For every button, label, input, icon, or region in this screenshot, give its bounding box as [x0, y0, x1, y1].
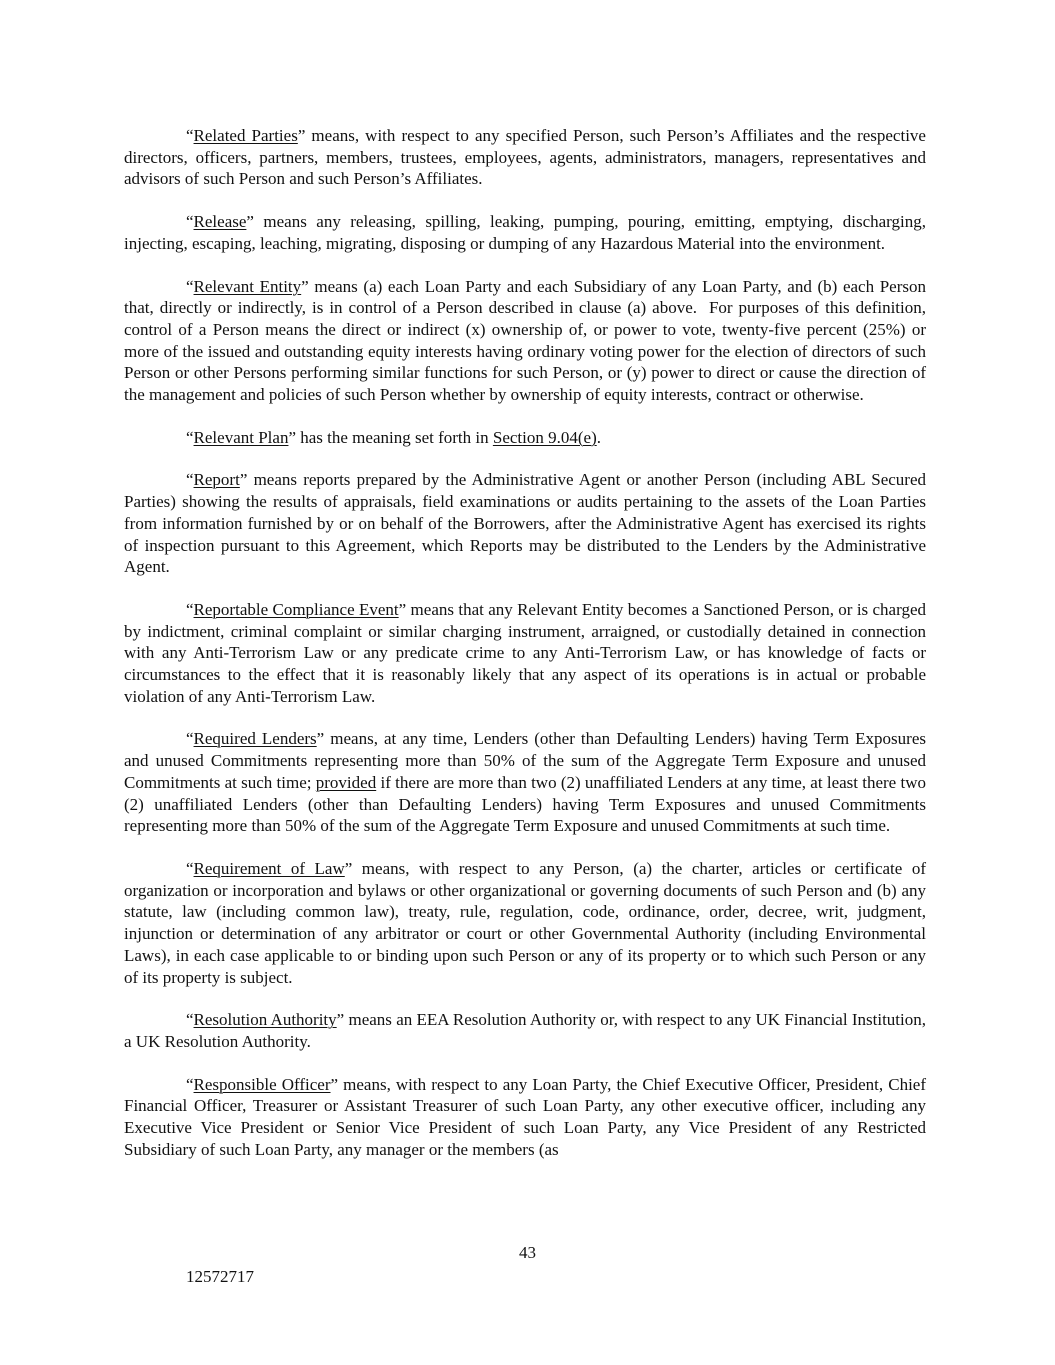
defined-term: Reportable Compliance Event: [193, 599, 399, 619]
defined-term: Relevant Entity: [193, 276, 302, 296]
definition-related-parties: “Related Parties” means, with respect to any specified Person, such Person’s Affiliates and the respective directors, officers, partners, members, trustees, employees, agents, administrators, managers, representatives and advisors of such Person and such Person’s Affiliates.: [124, 126, 926, 189]
defined-term: Resolution Authority: [193, 1010, 337, 1030]
defined-term: Responsible Officer: [193, 1074, 331, 1094]
defined-term: Relevant Plan: [193, 427, 289, 447]
defined-term: Requirement of Law: [193, 858, 345, 878]
definition-reportable-compliance-event: “Reportable Compliance Event” means that any Relevant Entity becomes a Sanctioned Person, or is charged by indictment, criminal complaint or similar charging instrument, arraigned, or custodially detained in connection with any Anti-Terrorism Law or any predicate crime to any Anti-Terrorism Law, or has knowledge of facts or circumstances to the effect that it is reasonably likely that any aspect of its operations is in actual or probable violation of any Anti-Terrorism Law.: [124, 599, 927, 706]
definition-responsible-officer: “Responsible Officer” means, with respect to any Loan Party, the Chief Executive Officer, President, Chief Financial Officer, Treasurer or Assistant Treasurer of such Loan Party, any other executive officer, including any Executive Vice President or Senior Vice President of such Loan Party, any Vice President of any Restricted Subsidiary of such Loan Party, any manager or the members (as: [124, 1074, 927, 1159]
definition-relevant-plan: “Relevant Plan” has the meaning set forth in Section 9.04(e).: [186, 427, 601, 447]
document-body: [124, 125, 926, 1181]
proviso-emphasis: provided: [315, 772, 377, 792]
page-number: 43: [519, 1243, 536, 1262]
document-id: 12572717: [186, 1267, 254, 1286]
defined-term: Release: [193, 212, 247, 232]
definition-resolution-authority: “Resolution Authority” means an EEA Resolution Authority or, with respect to any UK Financial Institution, a UK Resolution Authority.: [124, 1010, 926, 1051]
definition-report: “Report” means reports prepared by the Administrative Agent or another Person (including ABL Secured Parties) showing the results of appraisals, field examinations or audits pertaining to the assets of the Loan Parties from information furnished by or on behalf of the Borrowers, after the Administrative Agent has exercised its rights of inspection pursuant to this Agreement, which Reports may be distributed to the Lenders by the Administrative Agent.: [124, 470, 926, 577]
definition-relevant-entity: “Relevant Entity” means (a) each Loan Party and each Subsidiary of any Loan Party, and (b) each Person that, directly or indirectly, is in control of a Person described in clause (a) above. For purposes of this definition, control of a Person means the direct or indirect (x) ownership of, or power to vote, twenty-five percent (25%) or more of the issued and outstanding equity interests having ordinary voting power for the election of directors of such Person or other Persons performing similar functions for such Person, or (y) power to direct or cause the direction of the management and policies of such Person whether by ownership of equity interests, contract or otherwise.: [124, 276, 926, 405]
definition-required-lenders: “Required Lenders” means, at any time, Lenders (other than Defaulting Lenders) having Term Exposures and unused Commitments representing more than 50% of the sum of the Aggregate Term Exposure and unused Commitments at such time; provided if there are more than two (2) unaffiliated Lenders at any time, at least there two (2) unaffiliated Lenders (other than Defaulting Lenders) having Term Exposures and unused Commitments representing more than 50% of the sum of the Aggregate Term Exposure and unused Commitments at such time.: [124, 729, 926, 836]
definition-requirement-of-law: “Requirement of Law” means, with respect to any Person, (a) the charter, articles or certificate of organization or incorporation and bylaws or other organizational or governing documents of such Person and (b) any statute, law (including common law), treaty, rule, regulation, code, ordinance, order, decree, writ, judgment, injunction or determination of any arbitrator or court or other Governmental Authority (including Environmental Laws), in each case applicable to or binding upon such Person or any of its property or to which such Person or any of its property is subject.: [124, 858, 926, 987]
defined-term: Related Parties: [193, 126, 298, 145]
definition-release: “Release” means any releasing, spilling, leaking, pumping, pouring, emitting, emptying, discharging, injecting, escaping, leaching, migrating, disposing or dumping of any Hazardous Material into the environment.: [124, 212, 926, 253]
section-reference: Section 9.04(e): [492, 427, 597, 447]
defined-term: Report: [193, 470, 240, 490]
defined-term: Required Lenders: [193, 729, 317, 749]
